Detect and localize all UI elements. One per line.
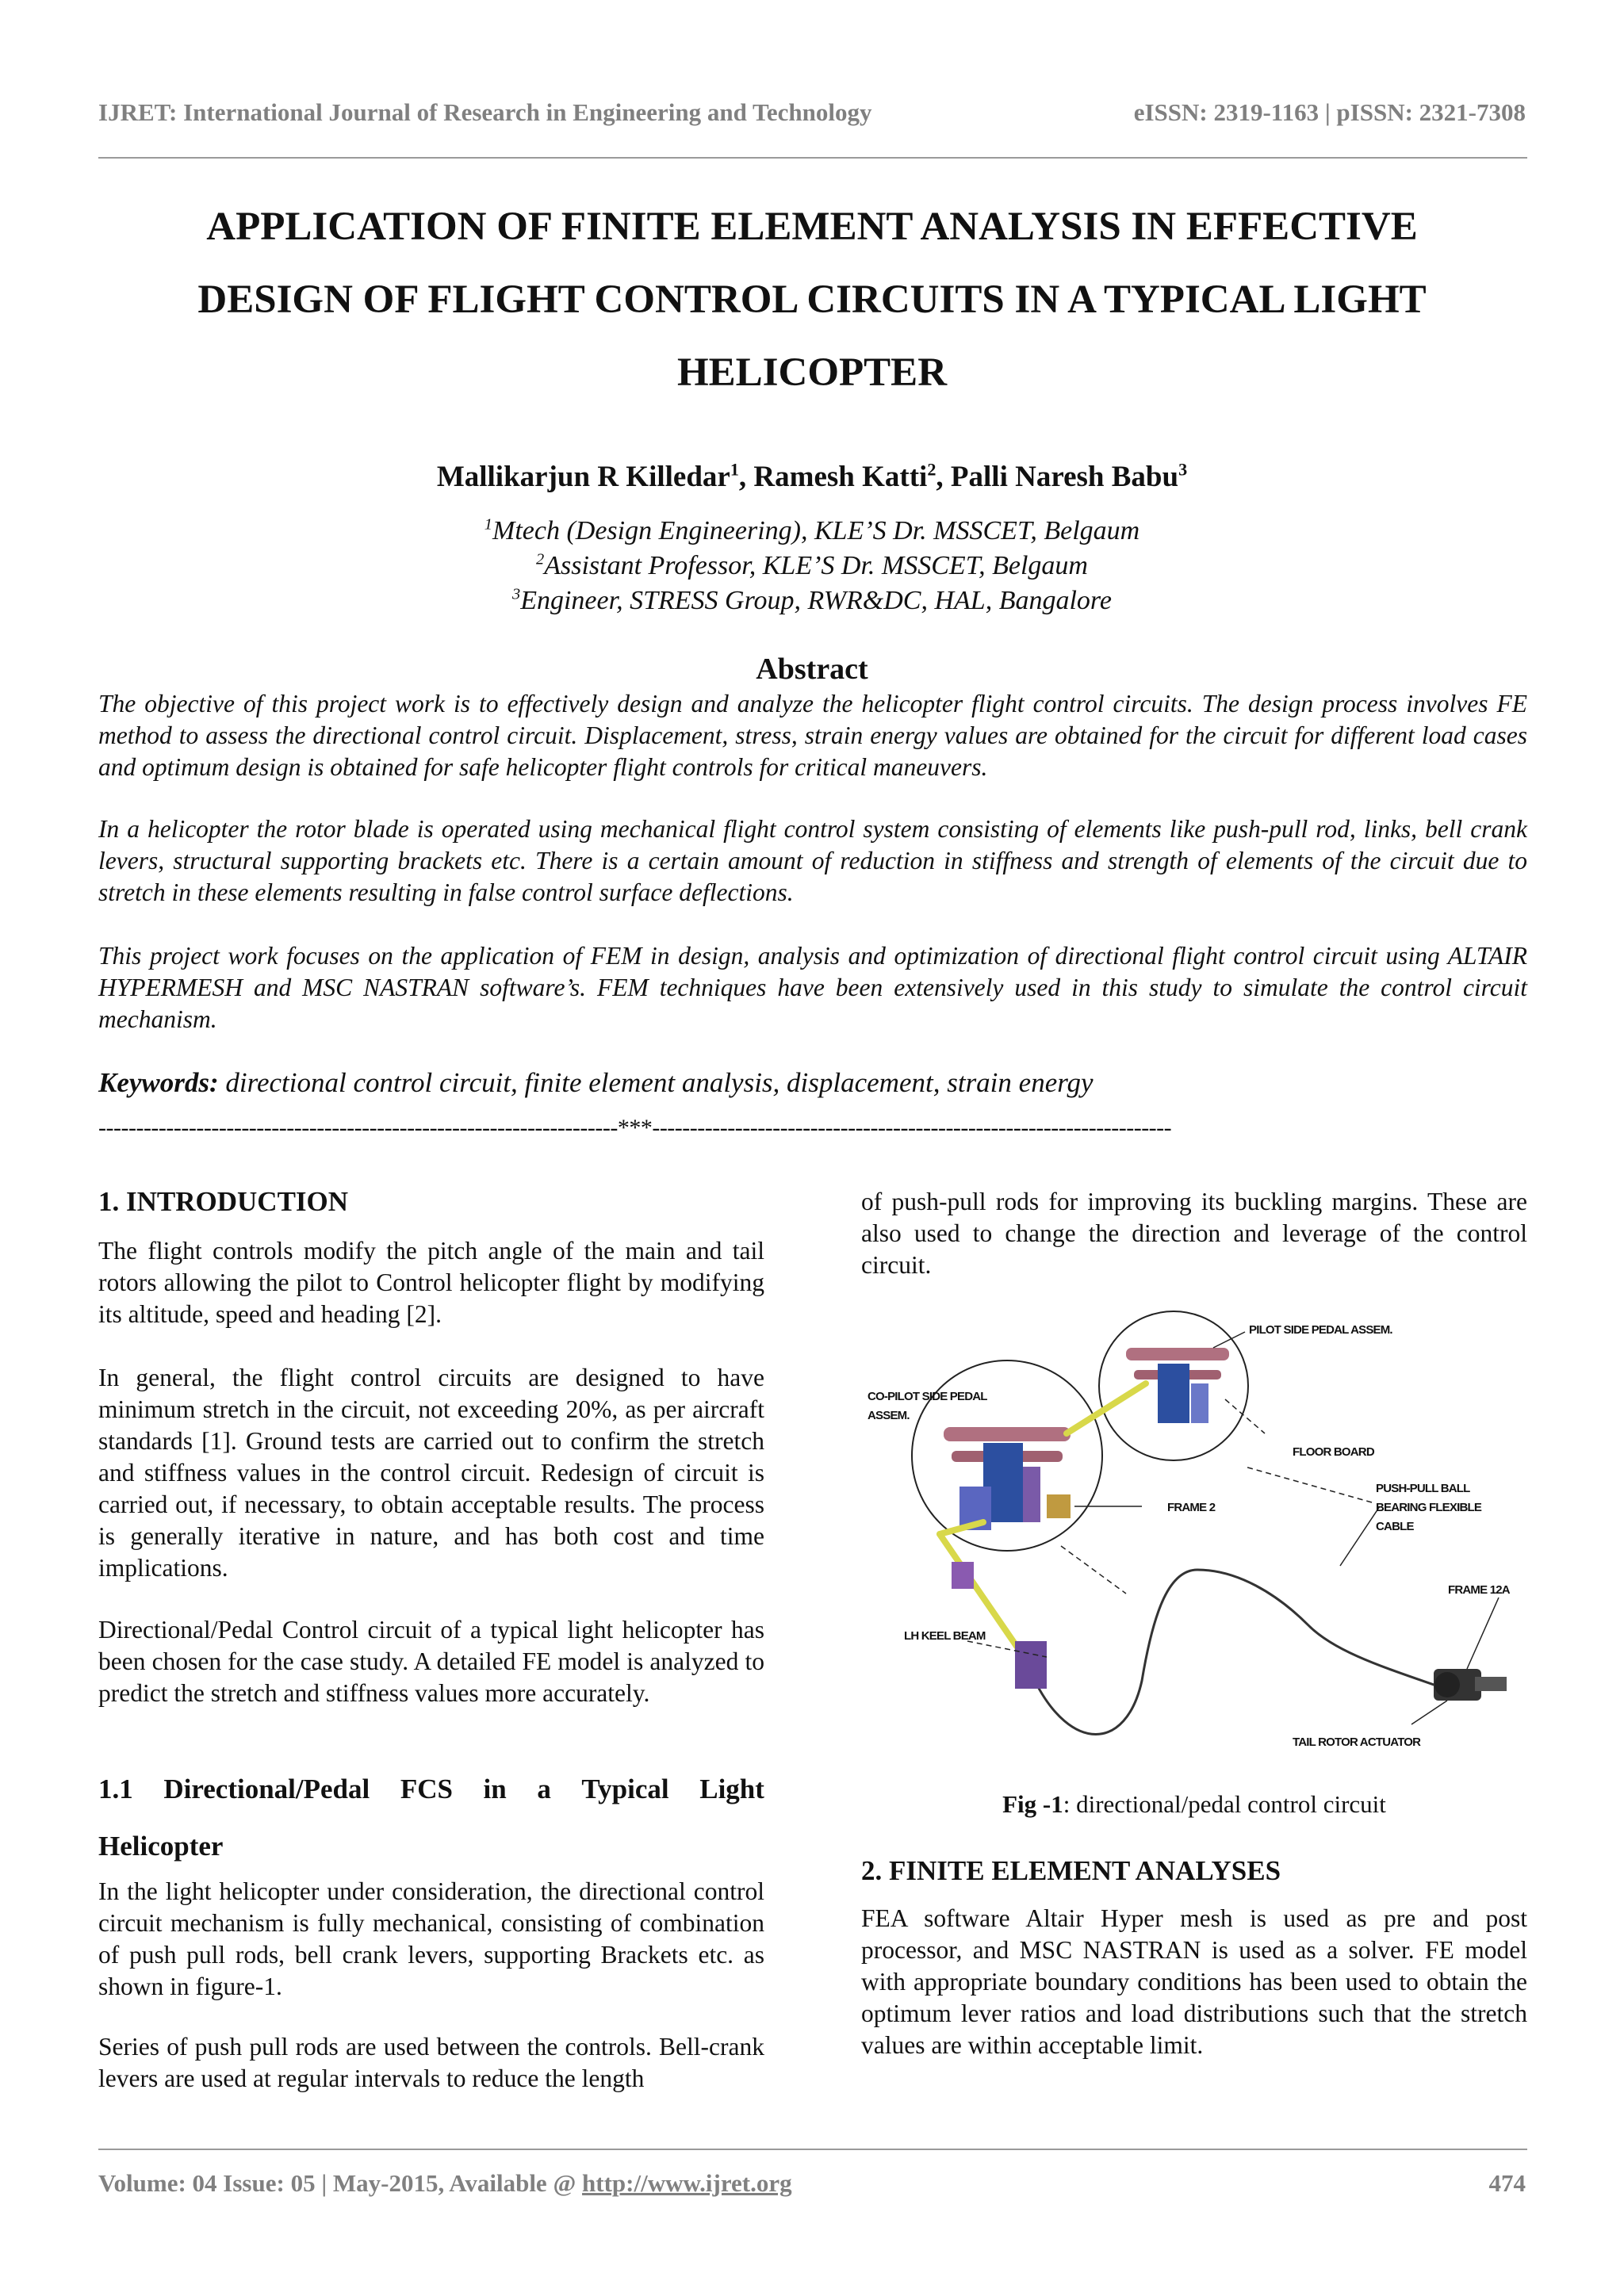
- keywords: [98, 1067, 1094, 1099]
- footer-rule: [98, 2149, 1527, 2150]
- intro-paragraph: Directional/Pedal Control circuit of a typical light helicopter has been chosen for the case study. A detailed FE model is analyzed to predict the stretch and stiffness values more accurately.: [98, 1616, 764, 1707]
- title-line: DESIGN OF FLIGHT CONTROL CIRCUITS IN A TYPICAL LIGHT: [197, 277, 1427, 322]
- affiliation: [0, 549, 1624, 584]
- subsection-word: FCS: [400, 1774, 453, 1804]
- author-sup: 2: [927, 459, 936, 480]
- paper-title: [0, 190, 1624, 409]
- flexible-cable: [1035, 1570, 1467, 1735]
- label-push-pull: PUSH-PULL BALL: [1376, 1482, 1470, 1495]
- footer-volume: [98, 2169, 792, 2198]
- title-line: APPLICATION OF FINITE ELEMENT ANALYSIS IN EFFECTIVE: [206, 205, 1418, 249]
- affiliation: [0, 584, 1624, 618]
- keel-bracket: [1015, 1641, 1047, 1689]
- tail-rotor-actuator: [1434, 1669, 1507, 1701]
- abstract-heading: Abstract: [756, 652, 868, 686]
- figure-caption: [861, 1790, 1527, 1819]
- figure-diagram: [864, 1308, 1527, 1760]
- header-rule: [98, 157, 1527, 159]
- abstract-paragraph: The objective of this project work is to effectively design and analyze the helicopter flight control circuits. The design process involves FE method to assess the directional control circuit. Displacement, stress, strain energy values are obtained for the circuit for different load cases and optimum design is obtained for safe helicopter flight controls for critical maneuvers.: [98, 690, 1527, 781]
- author-name: Mallikarjun R Killedar: [436, 461, 730, 493]
- footer-volume-text: Volume: 04 Issue: 05 | May-2015, Available @: [98, 2169, 583, 2197]
- fea-paragraph: FEA software Altair Hyper mesh is used as pre and post processor, and MSC NASTRAN is used as a solver. FE model with appropriate boundary conditions has been used to obtain the optimum lever ratios and load distributions such that the stretch values are within acceptable limit.: [861, 1904, 1527, 2059]
- affiliation-text: Engineer, STRESS Group, RWR&DC, HAL, Bangalore: [520, 586, 1112, 615]
- label-copilot: ASSEM.: [868, 1409, 910, 1422]
- label-lh-keel: LH KEEL BEAM: [904, 1629, 986, 1643]
- author-sup: 3: [1178, 459, 1188, 480]
- frame-bracket: [952, 1562, 974, 1589]
- title-line: HELICOPTER: [676, 350, 948, 395]
- footer-url-link[interactable]: http://www.ijret.org: [582, 2169, 792, 2197]
- affiliations: [0, 514, 1624, 618]
- subsection-heading: [98, 1770, 764, 1866]
- author-sup: 1: [730, 459, 739, 480]
- section-separator: ---------------------------------------------------------------------***---------------------------------------------------------------------: [98, 1115, 1172, 1141]
- subsection-word: in: [483, 1774, 507, 1804]
- subsection-word: 1.1: [98, 1774, 133, 1804]
- caption-label: Fig -1: [1002, 1790, 1063, 1818]
- intro-heading: 1. INTRODUCTION: [98, 1186, 349, 1217]
- author-sep: ,: [738, 461, 754, 493]
- fea-heading: 2. FINITE ELEMENT ANALYSES: [861, 1855, 1281, 1886]
- abstract-paragraph: In a helicopter the rotor blade is operated using mechanical flight control system consisting of elements like push-pull rod, links, bell crank levers, structural supporting brackets etc. There is a certain amount of reduction in stiffness and strength of elements of the circuit due to stretch in these elements resulting in false control surface deflections.: [98, 815, 1527, 906]
- subsection-paragraph: In the light helicopter under consideration, the directional control circuit mechanism is fully mechanical, consisting of combination of push pull rods, bell crank levers, supporting Brackets etc. as shown in figure-1.: [98, 1877, 764, 2000]
- author-name: Ramesh Katti: [753, 461, 928, 493]
- label-copilot: CO-PILOT SIDE PEDAL: [868, 1390, 987, 1403]
- subsection-word: a: [537, 1774, 551, 1804]
- affiliation-sup: 3: [512, 585, 521, 603]
- caption-text: : directional/pedal control circuit: [1063, 1790, 1386, 1818]
- copilot-pedal-assembly: [944, 1427, 1071, 1530]
- author-sep: ,: [936, 461, 951, 493]
- authors: [0, 460, 1624, 494]
- label-floor-board: FLOOR BOARD: [1293, 1445, 1374, 1459]
- affiliation-text: Mtech (Design Engineering), KLE’S Dr. MSSCET, Belgaum: [492, 516, 1140, 545]
- subsection-line2: Helicopter: [98, 1831, 224, 1862]
- intro-paragraph: In general, the flight control circuits are designed to have minimum stretch in the circuit, not exceeding 20%, as per aircraft standards [1]. Ground tests are carried out to confirm the stretch and stiffness values in the control circuit. Redesign of circuit is carried out, if necessary, to obtain acceptable results. The process is generally iterative in nature, and has both cost and time implications.: [98, 1364, 764, 1582]
- issn: eISSN: 2319-1163 | pISSN: 2321-7308: [1133, 98, 1526, 126]
- affiliation-text: Assistant Professor, KLE’S Dr. MSSCET, Belgaum: [544, 551, 1088, 580]
- journal-name: IJRET: International Journal of Research in Engineering and Technology: [98, 98, 872, 126]
- intro-paragraph: The flight controls modify the pitch angle of the main and tail rotors allowing the pilot to Control helicopter flight by modifying its altitude, speed and heading [2].: [98, 1237, 764, 1328]
- affiliation: [0, 514, 1624, 549]
- affiliation-sup: 2: [536, 550, 545, 568]
- continued-paragraph: of push-pull rods for improving its buckling margins. These are also used to change the direction and leverage of the control circuit.: [861, 1188, 1527, 1279]
- page-number: 474: [1488, 2169, 1526, 2197]
- keywords-label: Keywords:: [98, 1067, 219, 1098]
- affiliation-sup: 1: [484, 515, 492, 534]
- keywords-text: directional control circuit, finite element analysis, displacement, strain energy: [218, 1067, 1094, 1098]
- subsection-paragraph: Series of push pull rods are used between the controls. Bell-crank levers are used at regular intervals to reduce the length: [98, 2033, 764, 2092]
- label-frame12a: FRAME 12A: [1448, 1583, 1510, 1597]
- subsection-word: Directional/Pedal: [163, 1774, 370, 1804]
- author-name: Palli Naresh Babu: [950, 461, 1179, 493]
- label-tail-rotor: TAIL ROTOR ACTUATOR: [1293, 1735, 1421, 1749]
- subsection-word: Light: [699, 1774, 764, 1804]
- abstract-paragraph: This project work focuses on the application of FEM in design, analysis and optimization of directional flight control circuit using ALTAIR HYPERMESH and MSC NASTRAN software’s. FEM techniques have been extensively used in this study to simulate the control circuit mechanism.: [98, 942, 1527, 1033]
- label-push-pull: BEARING FLEXIBLE: [1376, 1501, 1482, 1514]
- label-push-pull: CABLE: [1376, 1520, 1414, 1533]
- label-frame2: FRAME 2: [1167, 1501, 1216, 1514]
- label-pilot-side: PILOT SIDE PEDAL ASSEM.: [1249, 1323, 1392, 1337]
- subsection-word: Typical: [581, 1774, 669, 1804]
